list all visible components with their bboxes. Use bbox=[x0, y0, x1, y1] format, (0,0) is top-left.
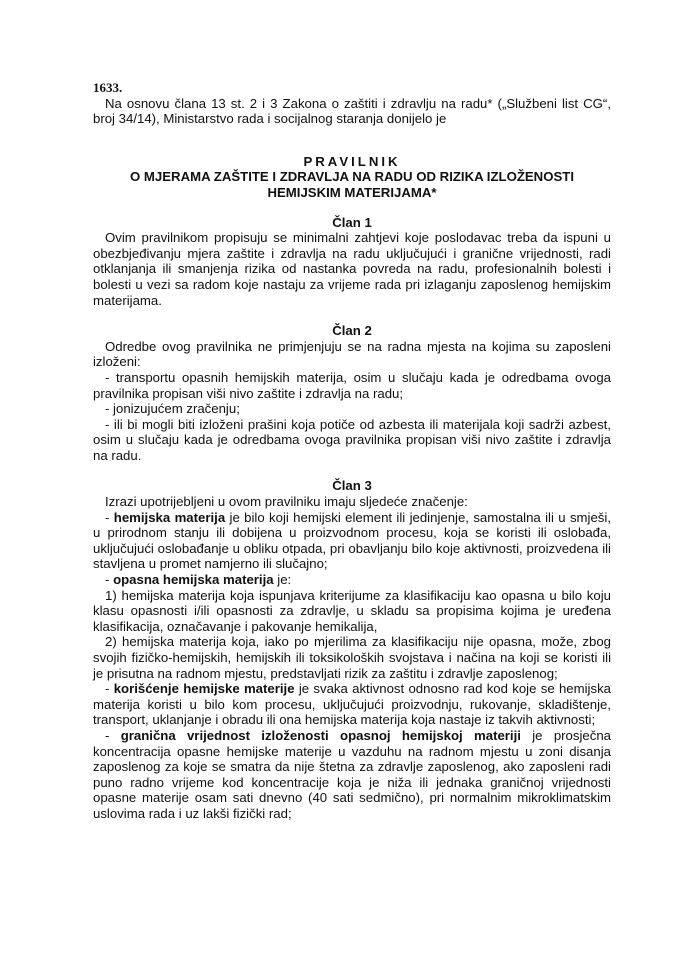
article-1-text: Ovim pravilnikom propisuju se minimalni zahtjevi koje poslodavac treba da ispuni u obezbjeđivanju mjera zaštite i zdravlja na radu uključujući i granične vrijednosti, radi otklanjanja ili smanjenja rizika od nastanka povreda na radu, profesionalnih bolesti i bolesti u vezi sa radom koje nastaju za vrijeme rada pri izlaganju zaposlenog hemijskim materijama. bbox=[93, 230, 611, 308]
definition-term: hemijska materija bbox=[113, 509, 226, 525]
definition-term: korišćenje hemijske materije bbox=[113, 681, 295, 697]
document-title: PRAVILNIK bbox=[303, 153, 401, 169]
document-subtitle-line-2: HEMIJSKIM MATERIJAMA* bbox=[267, 184, 437, 200]
article-2-heading: Član 2 bbox=[332, 323, 372, 339]
article-3-text: Izrazi upotrijebljeni u ovom pravilniku imaju sljedeće značenje: bbox=[105, 494, 468, 510]
definition-term: opasna hemijska materija bbox=[113, 572, 274, 588]
definition-granicna-vrijednost: - granična vrijednost izloženosti opasnoj hemijskoj materiji je prosječna koncentracija opasne hemijske materije u vazduhu na radnom mjestu u zoni disanja zaposlenog za koje se smatra da nije štetna za zdravlje zaposlenog, ako zaposleni radi puno radno vrijeme kod koncentracije koja je niža ili jednaka graničnoj vrijednosti opasne materije osam sati dnevno (40 sati sedmično), pri normalnim mikroklimatskim uslovima rada i uz lakši fizički rad; bbox=[93, 727, 611, 821]
article-3-heading: Član 3 bbox=[332, 478, 372, 494]
article-1-heading: Član 1 bbox=[332, 214, 372, 230]
definition-koriscenje: - korišćenje hemijske materije je svaka aktivnost odnosno rad kod koje se hemijska materija koristi u bilo kom procesu, uključujući proizvodnju, rukovanje, skladištenje, transport, uklanjanje i obradu ili ona hemijska materija koja nastaje iz takvih aktivnosti; bbox=[93, 681, 611, 728]
article-2-item: - transportu opasnih hemijskih materija, osim u slučaju kada je odredbama ovoga pravilnika propisan viši nivo zaštite i zdravlja na radu; bbox=[93, 369, 611, 401]
intro-paragraph: Na osnovu člana 13 st. 2 i 3 Zakona o zaštiti i zdravlju na radu* („Službeni list CG“, broj 34/14), Ministarstvo rada i socijalnog staranja donijelo je bbox=[93, 95, 611, 127]
definition-subitem-2: 2) hemijska materija koja, iako po mjerilima za klasifikaciju nije opasna, može, zbog svojih fizičko-hemijskih, hemijskih ili toksikoloških svojstava i načina na koji se koristi ili je prisutna na radnom mjestu, predstavljati rizik za zaštitu i zdravlje zaposlenog; bbox=[93, 634, 611, 681]
article-2-item: - jonizujućem zračenju; bbox=[105, 401, 240, 417]
definition-subitem-1: 1) hemijska materija koja ispunjava kriterijume za klasifikaciju kao opasna u bilo koju klasu opasnosti i/ili opasnosti za zdravlje, u skladu sa propisima kojima je uređena klasifikacija, označavanje i pakovanje hemikalija, bbox=[93, 587, 611, 634]
document-subtitle-line-1: O MJERAMA ZAŠTITE I ZDRAVLJA NA RADU OD RIZIKA IZLOŽENOSTI bbox=[130, 169, 574, 185]
article-2-text: Odredbe ovog pravilnika ne primjenjuju se na radna mjesta na kojima su zaposleni izloženi: bbox=[93, 338, 611, 370]
article-2-item: - ili bi mogli biti izloženi prašini koja potiče od azbesta ili materijala koji sadrži azbest, osim u slučaju kada je odredbama ovoga pravilnika propisan viši nivo zaštite i zdravlja na radu. bbox=[93, 416, 611, 463]
document-page bbox=[93, 80, 611, 822]
definition-hemijska-materija: - hemijska materija je bilo koji hemijski element ili jedinjenje, samostalna ili u smješi, u prirodnom stanju ili dobijena u proizvodnom procesu, koja se koristi ili oslobađa, uključujući oslobađanje u obliku otpada, pri obavljanju bilo koje aktivnosti, proizvedena ili stavljena u promet namjerno ili slučajno; bbox=[93, 509, 611, 572]
definition-opasna-hemijska-materija: - opasna hemijska materija je: bbox=[105, 572, 292, 588]
definition-term: granična vrijednost izloženosti opasnoj hemijskoj materiji bbox=[120, 727, 521, 743]
document-number: 1633. bbox=[93, 80, 123, 95]
